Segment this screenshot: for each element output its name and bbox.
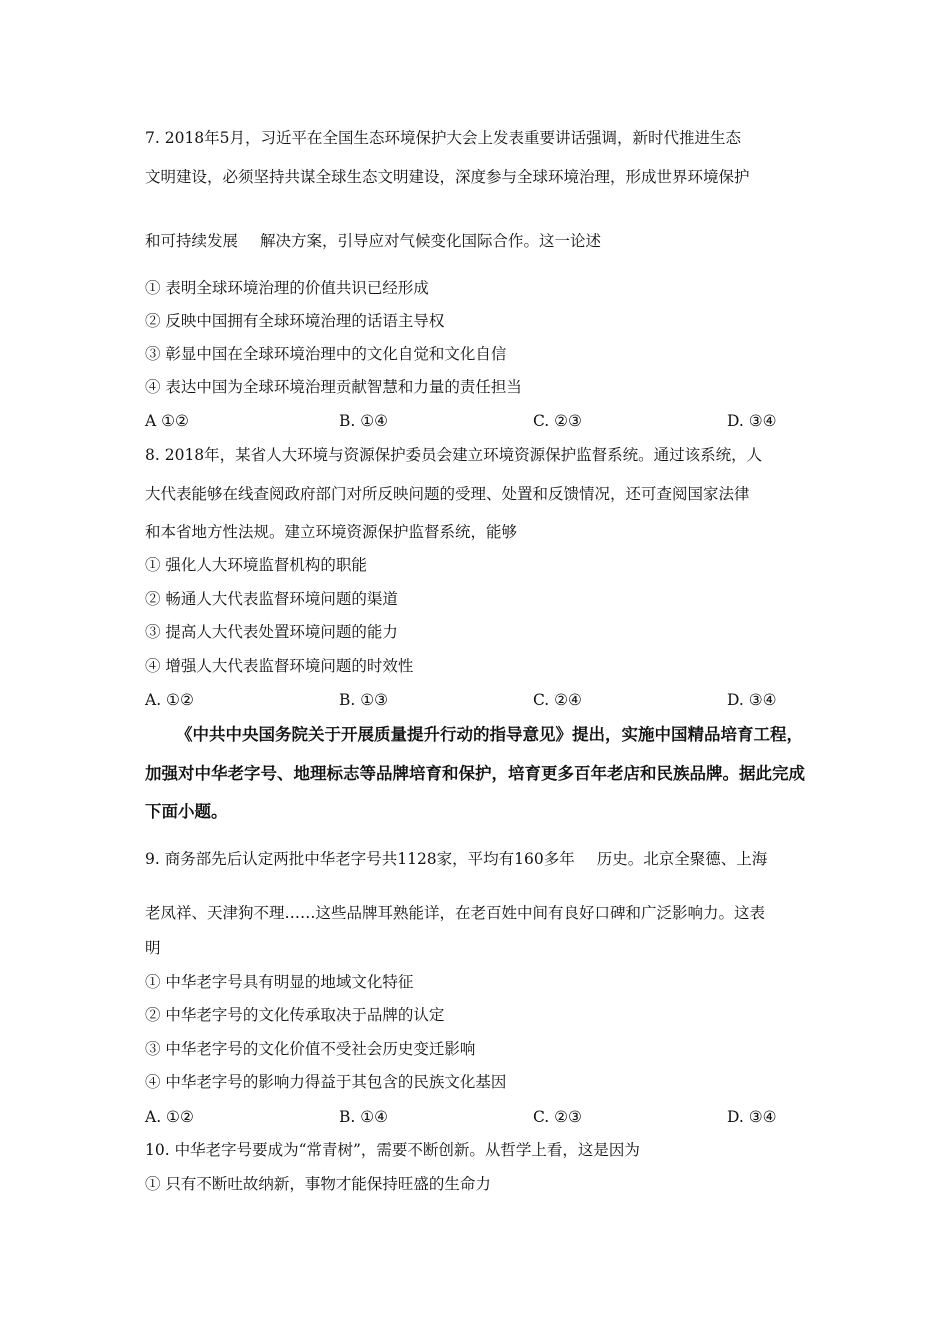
q8-choice-b: B. ①③: [339, 691, 389, 709]
q8-stem-line2: 大代表能够在线查阅政府部门对所反映问题的受理、处置和反馈情况，还可查阅国家法律: [145, 485, 750, 503]
q7-option-3: ③ 彰显中国在全球环境治理中的文化自觉和文化自信: [145, 345, 507, 363]
q9-option-4: ④ 中华老字号的影响力得益于其包含的民族文化基因: [145, 1073, 507, 1091]
q9-choice-a: A. ①②: [145, 1108, 194, 1126]
q9-choice-d: D. ③④: [727, 1108, 777, 1126]
q8-option-3: ③ 提高人大代表处置环境问题的能力: [145, 623, 398, 641]
q8-option-2: ② 畅通人大代表监督环境问题的渠道: [145, 590, 398, 608]
q8-option-4: ④ 增强人大代表监督环境问题的时效性: [145, 657, 414, 675]
q7-stem-line3-part2: 解决方案，引导应对气候变化国际合作。这一论述: [260, 232, 602, 250]
q7-option-4: ④ 表达中国为全球环境治理贡献智慧和力量的责任担当: [145, 378, 522, 396]
q8-choice-d: D. ③④: [727, 691, 777, 709]
q7-choice-c: C. ②③: [533, 412, 582, 430]
q9-stem-line2: 老凤祥、天津狗不理……这些品牌耳熟能详，在老百姓中间有良好口碑和广泛影响力。这表: [145, 904, 766, 922]
q9-choice-c: C. ②③: [533, 1108, 582, 1126]
q9-option-1: ① 中华老字号具有明显的地域文化特征: [145, 973, 414, 991]
q9-stem-line1-part1: 9. 商务部先后认定两批中华老字号共1128家，平均有160多年: [145, 850, 575, 868]
q8-option-1: ① 强化人大环境监督机构的职能: [145, 556, 367, 574]
q7-option-2: ② 反映中国拥有全球环境治理的话语主导权: [145, 312, 445, 330]
intro-line1: 《中共中央国务院关于开展质量提升行动的指导意见》提出，实施中国精品培育工程，: [176, 725, 803, 744]
q10-option-1: ① 只有不断吐故纳新，事物才能保持旺盛的生命力: [145, 1175, 491, 1193]
q8-choice-a: A. ①②: [145, 691, 194, 709]
q9-option-3: ③ 中华老字号的文化价值不受社会历史变迁影响: [145, 1040, 476, 1058]
q7-stem-line3: [145, 234, 601, 250]
q7-choice-d: D. ③④: [727, 412, 777, 430]
q7-stem-line3-part1: 和可持续发展: [145, 232, 239, 250]
q7-stem-line1: 7. 2018年5月，习近平在全国生态环境保护大会上发表重要讲话强调，新时代推进生态: [145, 129, 742, 147]
q7-choice-a: A ①②: [145, 412, 189, 430]
q7-stem-line2: 文明建设，必须坚持共谋全球生态文明建设，深度参与全球环境治理，形成世界环境保护: [145, 168, 750, 186]
intro-line2: 加强对中华老字号、地理标志等品牌培育和保护，培育更多百年老店和民族品牌。据此完成: [145, 764, 805, 783]
q7-option-1: ① 表明全球环境治理的价值共识已经形成: [145, 279, 429, 297]
q9-stem-line1-part2: 历史。北京全聚德、上海: [596, 850, 768, 868]
q10-stem-line1: 10. 中华老字号要成为“常青树”，需要不断创新。从哲学上看，这是因为: [145, 1141, 640, 1159]
q8-stem-line3: 和本省地方性法规。建立环境资源保护监督系统，能够: [145, 523, 518, 541]
q9-stem-line1: [145, 852, 767, 868]
q8-stem-line1: 8. 2018年，某省人大环境与资源保护委员会建立环境资源保护监督系统。通过该系统，人: [145, 446, 763, 464]
intro-line3: 下面小题。: [145, 802, 228, 821]
q9-stem-line3: 明: [145, 939, 161, 957]
q9-choice-b: B. ①④: [339, 1108, 389, 1126]
q9-option-2: ② 中华老字号的文化传承取决于品牌的认定: [145, 1006, 445, 1024]
q7-choice-b: B. ①④: [339, 412, 389, 430]
q8-choice-c: C. ②④: [533, 691, 582, 709]
